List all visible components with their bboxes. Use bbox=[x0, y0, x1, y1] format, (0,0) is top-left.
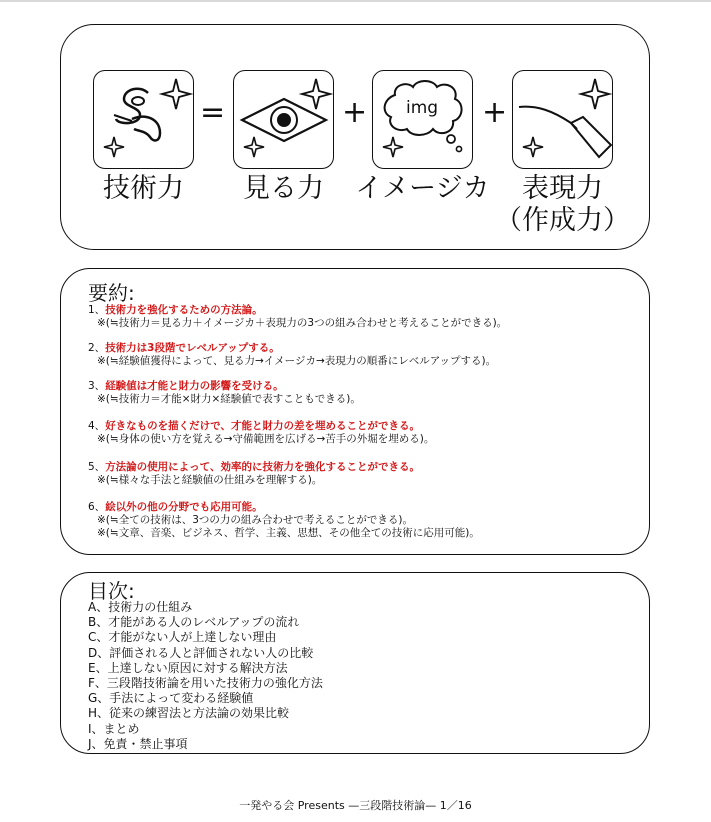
toc-item: I、まとめ bbox=[88, 721, 140, 736]
item-note: ※(≒様々な手法と経験値の仕組みを理解する)。 bbox=[97, 474, 323, 486]
express-label: 表現力 bbox=[522, 173, 603, 204]
item-text: 好きなものを描くだけで、才能と財力の差を埋めることができる。 bbox=[105, 420, 420, 432]
item-text: 技術力を強化するための方法論。 bbox=[105, 304, 263, 316]
item-note: ※(≒経験値獲得によって、見る力→イメージカ→表現力の順番にレベルアップする)。 bbox=[97, 355, 497, 367]
item-text: 絵以外の他の分野でも応用可能。 bbox=[105, 501, 263, 513]
thought-cloud-icon bbox=[372, 70, 473, 169]
item-note: ※(≒技術力＝才能×財力×経験値で表すこともできる)。 bbox=[97, 393, 361, 405]
item-text: 方法論の使用によって、効率的に技術力を強化することができる。 bbox=[105, 461, 420, 473]
item-number: 3、 bbox=[88, 380, 106, 392]
summary-item bbox=[88, 380, 361, 406]
skill-icon bbox=[93, 70, 194, 169]
plus-sign: + bbox=[482, 95, 508, 130]
toc-list bbox=[88, 600, 323, 752]
summary-item bbox=[88, 501, 480, 540]
item-number: 4、 bbox=[88, 420, 106, 432]
toc-item: J、免責・禁止事項 bbox=[88, 736, 188, 751]
item-text: 技術力は3段階でレベルアップする。 bbox=[105, 342, 280, 354]
eye-icon bbox=[233, 70, 334, 169]
item-note: ※(≒文章、音楽、ビジネス、哲学、主義、思想、その他全ての技術に応用可能)。 bbox=[97, 527, 480, 539]
item-number: 2、 bbox=[88, 342, 106, 354]
toc-heading: 目次: bbox=[88, 579, 135, 603]
equals-sign: = bbox=[200, 95, 226, 130]
toc-item: G、手法によって変わる経験値 bbox=[88, 691, 254, 706]
toc-item: H、従来の練習法と方法論の効果比較 bbox=[88, 706, 290, 721]
toc-item: E、上達しない原因に対する解決方法 bbox=[88, 660, 288, 675]
skill-label: 技術力 bbox=[103, 173, 184, 204]
toc-item: C、才能がない人が上達しない理由 bbox=[88, 630, 277, 645]
express-sub-label: （作成力） bbox=[495, 205, 630, 236]
plus-sign: + bbox=[342, 95, 368, 130]
item-number: 6、 bbox=[88, 501, 106, 513]
see-label: 見る力 bbox=[243, 173, 324, 204]
item-note: ※(≒身体の使い方を覚える→守備範囲を広げる→苦手の外堀を埋める)。 bbox=[97, 433, 435, 445]
summary-item bbox=[88, 420, 434, 446]
toc-item: A、技術力の仕組み bbox=[88, 600, 193, 614]
top-divider bbox=[0, 0, 711, 2]
toc-item: F、三段階技術論を用いた技術力の強化方法 bbox=[88, 676, 323, 691]
image-label: イメージカ bbox=[355, 173, 490, 204]
item-text: 経験値は才能と財力の影響を受ける。 bbox=[105, 380, 284, 392]
toc-item: D、評価される人と評価されない人の比較 bbox=[88, 645, 314, 660]
summary-heading: 要約: bbox=[88, 281, 135, 305]
page-footer: 一発やる会 Presents —三段階技術論— 1／16 bbox=[239, 799, 472, 812]
item-number: 5、 bbox=[88, 461, 106, 473]
pen-icon bbox=[512, 70, 613, 169]
item-note: ※(≒全ての技術は、3つの力の組み合わせで考えることができる)。 bbox=[97, 514, 413, 526]
img-text: img bbox=[406, 98, 439, 118]
item-note: ※(≒技術力＝見る力＋イメージカ＋表現力の3つの組み合わせと考えることができる)。 bbox=[97, 317, 508, 329]
summary-item bbox=[88, 461, 420, 487]
toc-item: B、才能がある人のレベルアップの流れ bbox=[88, 615, 300, 630]
summary-item bbox=[88, 342, 496, 368]
item-number: 1、 bbox=[88, 304, 106, 316]
summary-item bbox=[88, 304, 507, 330]
